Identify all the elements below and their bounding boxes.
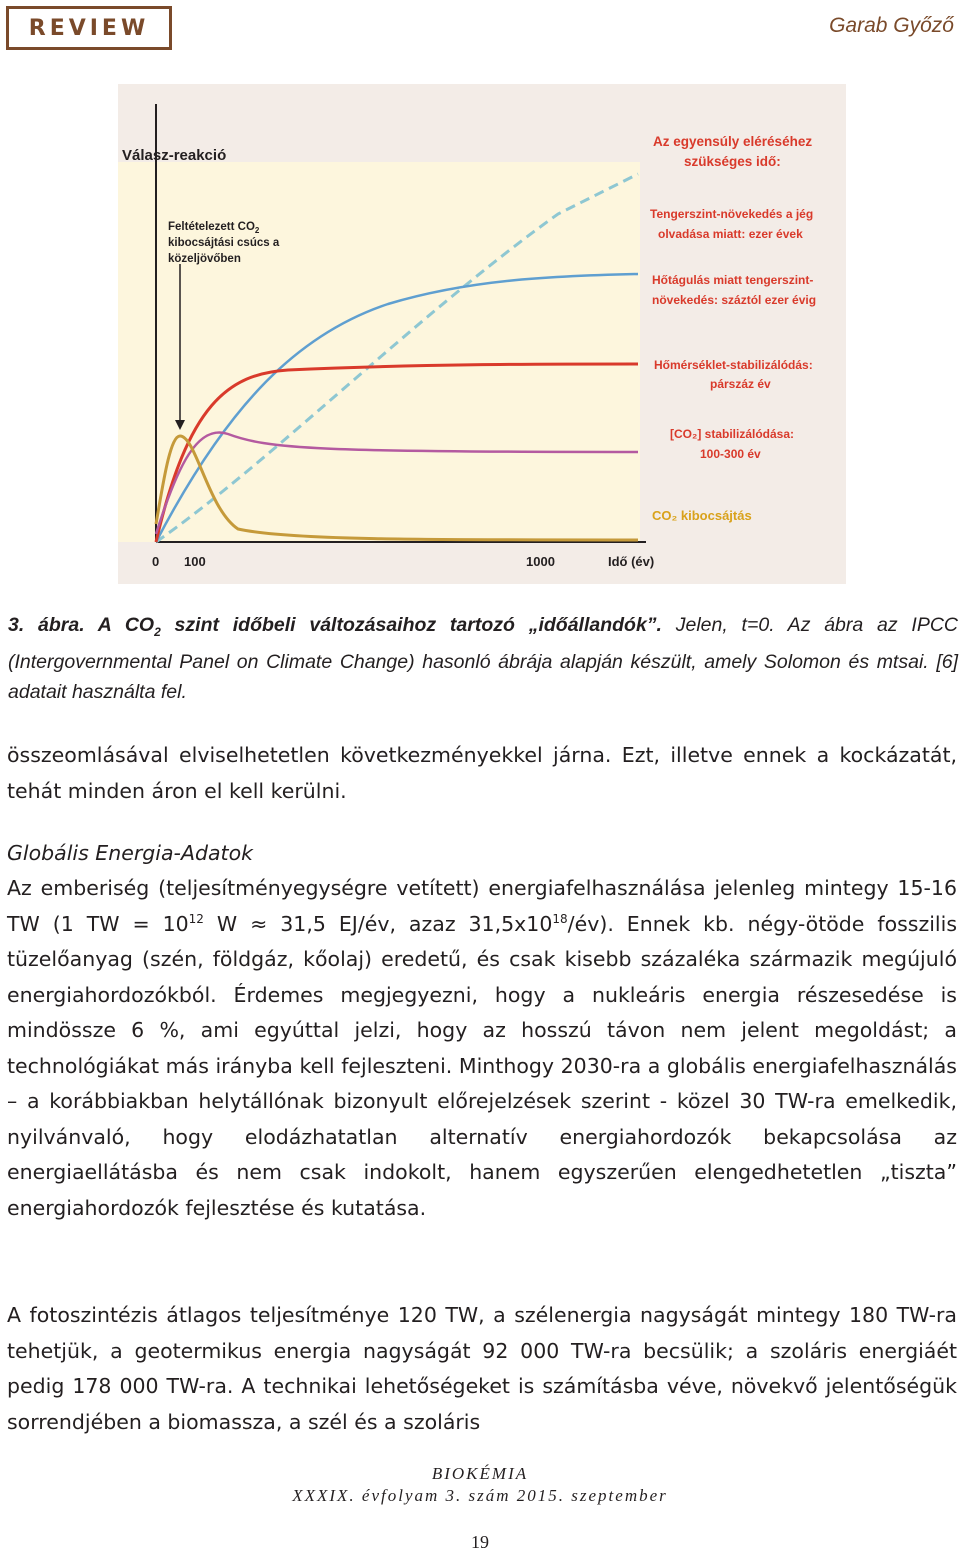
figure-3 <box>118 84 846 584</box>
label-temp-line2: párszáz év <box>710 377 771 391</box>
paragraph-2-part3: /év). Ennek kb. négy-ötöde fosszilis tüzelőanyag (szén, földgáz, kőolaj) eredetű, és csak kisebb százaléka származik megújuló energiahordozókból. Érdemes megjegyezni, hogy a nukleáris energia részesedése is mindössze 6 %, ami egyúttal jelzi, hogy az hosszú távon nem jelent megoldást; a technológiákat más irányba kell fejleszteni. Minthogy 2030-ra a globális energiafelhasználás – a korábbiakban helytállónak bizonyult előrejelzések szerint - közel 30 TW-ra emelkedik, nyilvánvaló, hogy elodázhatatlan alternatív energiahordozók bekapcsolása az energiaellátásba és nem csak indokolt, hanem egyszerűen elengedhetetlen „tiszta” energiahordozók fejlesztése és kutatása. <box>7 911 957 1220</box>
label-ice-line1: Tengerszint-növekedés a jég <box>650 207 814 221</box>
caption-bold-part1: 3. ábra. A CO <box>8 614 155 636</box>
section-title-text: Globális Energia-Adatok <box>7 841 253 865</box>
paragraph-2-part2: W ≈ 31,5 EJ/év, azaz 31,5x10 <box>203 911 553 936</box>
section-title <box>7 836 957 872</box>
footer-issue: XXXIX. évfolyam 3. szám 2015. szeptember <box>292 1486 668 1505</box>
figure-caption <box>8 610 958 707</box>
plot-area <box>118 162 640 542</box>
caption-bold-part2: szint időbeli változásaihoz tartozó „időállandók”. <box>160 614 662 636</box>
paragraph-2-sup2: 18 <box>552 911 568 926</box>
label-ice-line2: olvadása miatt: ezer évek <box>658 227 803 241</box>
x-axis-label: Idő (év) <box>608 554 655 569</box>
x-tick-1000: 1000 <box>526 554 555 569</box>
label-emission: CO₂ kibocsájtás <box>652 508 752 523</box>
paragraph-2-part1: Az emberiség (teljesítményegységre vetített) energiafelhasználása jelenleg mintegy 15-16 TW (1 TW = 10 <box>7 876 957 936</box>
annotation-subscript: 2 <box>254 226 260 235</box>
annotation-line3: közeljövőben <box>168 253 241 265</box>
annotation-line1-text: Feltételezett CO <box>168 221 255 233</box>
figure-svg <box>118 84 846 584</box>
label-thermal-line2: növekedés: száztól ezer évig <box>652 293 817 307</box>
x-tick-100: 100 <box>184 554 206 569</box>
figure-title: Válasz-reakció <box>122 147 227 164</box>
caption-bold <box>8 614 662 639</box>
review-badge <box>6 6 172 50</box>
paragraph-1: összeomlásával elviselhetetlen következményekkel járna. Ezt, illetve ennek a kockázatát, tehát minden áron el kell kerülni. <box>7 743 957 803</box>
paragraph-2-sup1: 12 <box>188 911 204 926</box>
annotation-line2: kibocsájtási csúcs a <box>168 237 280 249</box>
author-name: Garab Győző <box>829 14 954 37</box>
x-tick-0: 0 <box>152 554 160 569</box>
caption-rest: Jelen, t=0. Az ábra az IPCC (Intergovernmental Panel on Climate Change) hasonló ábrája alapján készült, amely Solomon és mtsai. [6] adatait használta fel. <box>8 614 958 703</box>
footer-journal: BIOKÉMIA <box>431 1464 529 1483</box>
caption-bold-subscript: 2 <box>154 624 161 639</box>
right-heading-line1: Az egyensúly eléréséhez <box>653 134 813 149</box>
paragraph-3: A fotoszintézis átlagos teljesítménye 120 TW, a szélenergia nagyságát mintegy 180 TW-ra tehetjük, a geotermikus energia nagyságát 92 000 TW-ra becsülik; a szoláris energiáét pedig 178 000 TW-ra. A technikai lehetőségeket is számításba véve, növekvő jelentőségük sorrendjében a biomassza, a szél és a szoláris <box>7 1303 957 1434</box>
page-number: 19 <box>471 1532 489 1552</box>
label-co2-line1: [CO₂] stabilizálódása: <box>670 427 795 441</box>
paragraph-2 <box>7 871 957 1226</box>
label-temp-line1: Hőmérséklet-stabilizálódás: <box>654 358 813 372</box>
review-badge-label: REVIEW <box>28 15 150 41</box>
label-co2-line2: 100-300 év <box>700 447 761 461</box>
annotation-line1 <box>168 221 260 235</box>
right-heading-line2: szükséges idő: <box>684 154 781 169</box>
label-thermal-line1: Hőtágulás miatt tengerszint- <box>652 273 814 287</box>
